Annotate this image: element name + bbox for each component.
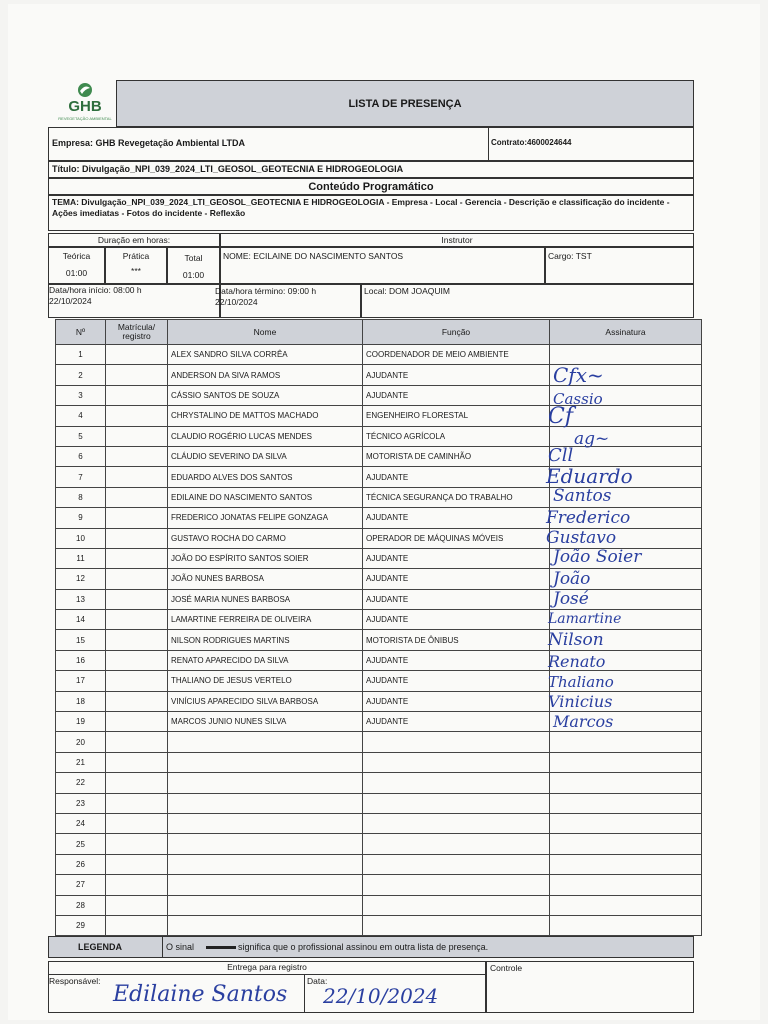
programa-heading: Conteúdo Programático	[48, 178, 694, 195]
table-row	[56, 875, 702, 895]
table-row	[56, 365, 702, 385]
row-num: 11	[56, 548, 106, 568]
row-assinatura	[550, 895, 702, 915]
row-funcao: TÉCNICA SEGURANÇA DO TRABALHO	[363, 487, 550, 507]
row-matricula	[106, 773, 168, 793]
empresa-text: Empresa: GHB Revegetação Ambiental LTDA	[52, 138, 246, 148]
row-funcao: AJUDANTE	[363, 610, 550, 630]
row-nome: GUSTAVO ROCHA DO CARMO	[168, 528, 363, 548]
row-funcao: AJUDANTE	[363, 467, 550, 487]
row-funcao: AJUDANTE	[363, 671, 550, 691]
signature-7: Eduardo	[546, 464, 633, 488]
data-value: 22/10/2024	[323, 984, 439, 1008]
signature-14: Lamartine	[548, 611, 622, 627]
row-nome: THALIANO DE JESUS VERTELO	[168, 671, 363, 691]
row-matricula	[106, 834, 168, 854]
row-matricula	[106, 854, 168, 874]
row-num: 7	[56, 467, 106, 487]
row-matricula	[106, 712, 168, 732]
col-assinatura: Assinatura	[550, 320, 702, 345]
table-row	[56, 589, 702, 609]
row-assinatura	[550, 793, 702, 813]
row-nome: CLAUDIO ROGÉRIO LUCAS MENDES	[168, 426, 363, 446]
row-num: 15	[56, 630, 106, 650]
row-funcao: MOTORISTA DE ÔNIBUS	[363, 630, 550, 650]
row-funcao: TÉCNICO AGRÍCOLA	[363, 426, 550, 446]
row-nome: LAMARTINE FERREIRA DE OLIVEIRA	[168, 610, 363, 630]
row-num: 21	[56, 752, 106, 772]
attendance-sheet	[8, 4, 760, 1020]
row-nome	[168, 752, 363, 772]
row-num: 4	[56, 406, 106, 426]
logo	[48, 80, 122, 128]
responsavel-label: Responsável:	[49, 976, 101, 986]
ghb-leaf-icon	[75, 82, 95, 98]
row-matricula	[106, 365, 168, 385]
signature-10: Gustavo	[546, 528, 617, 548]
signature-4: Cf	[548, 404, 573, 429]
row-nome: JOÃO NUNES BARBOSA	[168, 569, 363, 589]
row-matricula	[106, 487, 168, 507]
row-nome: VINÍCIUS APARECIDO SILVA BARBOSA	[168, 691, 363, 711]
row-funcao: AJUDANTE	[363, 548, 550, 568]
table-row	[56, 385, 702, 405]
row-nome: CLÁUDIO SEVERINO DA SILVA	[168, 446, 363, 466]
signature-5: ag~	[574, 429, 610, 449]
table-row	[56, 854, 702, 874]
pratica-label: Prática	[122, 251, 150, 261]
row-funcao	[363, 752, 550, 772]
row-nome	[168, 732, 363, 752]
row-nome: NILSON RODRIGUES MARTINS	[168, 630, 363, 650]
row-nome	[168, 793, 363, 813]
row-nome: JOSÉ MARIA NUNES BARBOSA	[168, 589, 363, 609]
row-nome: JOÃO DO ESPÍRITO SANTOS SOIER	[168, 548, 363, 568]
row-assinatura	[550, 426, 702, 446]
row-assinatura	[550, 773, 702, 793]
row-funcao	[363, 895, 550, 915]
row-matricula	[106, 548, 168, 568]
table-row	[56, 752, 702, 772]
col-matricula: Matrícula/ registro	[106, 320, 168, 345]
row-matricula	[106, 732, 168, 752]
row-num: 16	[56, 650, 106, 670]
cargo-text: Cargo: TST	[548, 251, 592, 261]
row-matricula	[106, 630, 168, 650]
row-funcao: AJUDANTE	[363, 650, 550, 670]
signature-6: Cll	[548, 445, 574, 466]
row-num: 9	[56, 508, 106, 528]
termino-text: Data/hora término: 09:00 h	[215, 286, 317, 296]
total-label: Total	[184, 253, 203, 263]
instrutor-heading: Instrutor	[441, 235, 473, 245]
row-funcao	[363, 915, 550, 935]
row-matricula	[106, 589, 168, 609]
row-nome	[168, 834, 363, 854]
row-funcao	[363, 793, 550, 813]
col-funcao: Função	[363, 320, 550, 345]
row-assinatura	[550, 854, 702, 874]
row-nome: MARCOS JUNIO NUNES SILVA	[168, 712, 363, 732]
row-num: 19	[56, 712, 106, 732]
row-nome	[168, 915, 363, 935]
responsavel-signature: Edilaine Santos	[113, 982, 288, 1007]
row-funcao: AJUDANTE	[363, 691, 550, 711]
row-matricula	[106, 875, 168, 895]
row-nome: EDUARDO ALVES DOS SANTOS	[168, 467, 363, 487]
row-funcao	[363, 854, 550, 874]
row-nome	[168, 875, 363, 895]
row-funcao: AJUDANTE	[363, 508, 550, 528]
row-matricula	[106, 895, 168, 915]
signature-19: Marcos	[553, 712, 614, 731]
row-funcao: COORDENADOR DE MEIO AMBIENTE	[363, 345, 550, 365]
row-num: 17	[56, 671, 106, 691]
row-nome: RENATO APARECIDO DA SILVA	[168, 650, 363, 670]
row-num: 6	[56, 446, 106, 466]
logo-subtext: REVEGETAÇÃO AMBIENTAL	[58, 116, 112, 121]
table-row	[56, 813, 702, 833]
signature-12: João	[553, 569, 591, 589]
row-matricula	[106, 508, 168, 528]
row-assinatura	[550, 813, 702, 833]
table-row	[56, 345, 702, 365]
table-row	[56, 895, 702, 915]
row-num: 20	[56, 732, 106, 752]
table-row	[56, 773, 702, 793]
row-num: 10	[56, 528, 106, 548]
signature-15: Nilson	[548, 630, 604, 650]
signature-17: Thaliano	[548, 673, 614, 691]
row-nome: FREDERICO JONATAS FELIPE GONZAGA	[168, 508, 363, 528]
row-num: 23	[56, 793, 106, 813]
row-num: 18	[56, 691, 106, 711]
row-num: 12	[56, 569, 106, 589]
row-num: 14	[56, 610, 106, 630]
row-funcao: MOTORISTA DE CAMINHÃO	[363, 446, 550, 466]
row-nome: CHRYSTALINO DE MATTOS MACHADO	[168, 406, 363, 426]
row-funcao	[363, 773, 550, 793]
signature-11: João Soier	[553, 547, 642, 567]
row-funcao: AJUDANTE	[363, 712, 550, 732]
row-funcao: ENGENHEIRO FLORESTAL	[363, 406, 550, 426]
row-matricula	[106, 650, 168, 670]
legenda-text-after: significa que o profissional assinou em outra lista de presença.	[238, 942, 489, 952]
total-value: 01:00	[182, 270, 205, 280]
row-matricula	[106, 813, 168, 833]
row-matricula	[106, 691, 168, 711]
page-title: LISTA DE PRESENÇA	[116, 80, 694, 127]
row-matricula	[106, 426, 168, 446]
row-matricula	[106, 385, 168, 405]
row-funcao: AJUDANTE	[363, 365, 550, 385]
row-funcao	[363, 834, 550, 854]
row-matricula	[106, 610, 168, 630]
data-divider	[304, 974, 305, 1013]
row-matricula	[106, 752, 168, 772]
row-assinatura	[550, 752, 702, 772]
row-matricula	[106, 915, 168, 935]
controle-label: Controle	[490, 963, 523, 973]
titulo-text: Título: Divulgação_NPI_039_2024_LTI_GEOSOL_GEOTECNIA E HIDROGEOLOGIA	[52, 164, 404, 174]
row-nome	[168, 895, 363, 915]
row-num: 27	[56, 875, 106, 895]
row-num: 25	[56, 834, 106, 854]
row-num: 1	[56, 345, 106, 365]
row-nome	[168, 813, 363, 833]
row-nome: ALEX SANDRO SILVA CORRÊA	[168, 345, 363, 365]
row-matricula	[106, 345, 168, 365]
legenda-label: LEGENDA	[78, 942, 123, 952]
data-label: Data:	[307, 976, 328, 986]
row-matricula	[106, 446, 168, 466]
row-funcao: OPERADOR DE MÁQUINAS MÓVEIS	[363, 528, 550, 548]
duracao-heading: Duração em horas:	[97, 235, 171, 245]
inicio-text: Data/hora início: 08:00 h	[49, 285, 142, 295]
table-row	[56, 630, 702, 650]
table-row	[56, 834, 702, 854]
row-nome: ANDERSON DA SIVA RAMOS	[168, 365, 363, 385]
local-text: Local: DOM JOAQUIM	[364, 286, 450, 296]
row-num: 26	[56, 854, 106, 874]
legenda-divider	[162, 936, 163, 958]
signature-18: Vinicius	[548, 692, 613, 711]
entrega-label: Entrega para registro	[227, 962, 307, 972]
row-num: 5	[56, 426, 106, 446]
signature-8: Santos	[553, 486, 612, 506]
signature-13: José	[553, 589, 589, 609]
row-assinatura	[550, 915, 702, 935]
col-nome: Nome	[168, 320, 363, 345]
row-matricula	[106, 793, 168, 813]
row-funcao: AJUDANTE	[363, 589, 550, 609]
table-row	[56, 406, 702, 426]
legenda-text-before: O sinal	[166, 942, 195, 952]
row-funcao	[363, 732, 550, 752]
row-funcao	[363, 875, 550, 895]
row-funcao: AJUDANTE	[363, 385, 550, 405]
row-num: 13	[56, 589, 106, 609]
row-nome: CÁSSIO SANTOS DE SOUZA	[168, 385, 363, 405]
table-header-row	[56, 320, 702, 345]
row-matricula	[106, 671, 168, 691]
row-assinatura	[550, 834, 702, 854]
attendance-table	[55, 319, 702, 936]
legenda-dash-icon	[206, 946, 236, 949]
row-assinatura	[550, 732, 702, 752]
inicio-data: 22/10/2024	[49, 296, 92, 306]
row-assinatura	[550, 345, 702, 365]
row-funcao	[363, 813, 550, 833]
table-row	[56, 793, 702, 813]
table-row	[56, 732, 702, 752]
signature-9: Frederico	[546, 508, 631, 528]
tema-text: TEMA: Divulgação_NPI_039_2024_LTI_GEOSOL_GEOTECNIA E HIDROGEOLOGIA - Empresa - Local - Gerencia - Descrição e classificação do incidente - Ações imediatas - Fotos do incidente - Reflexão	[52, 197, 670, 218]
table-row	[56, 569, 702, 589]
teorica-label: Teórica	[62, 251, 91, 261]
table-row	[56, 915, 702, 935]
entrega-line	[48, 974, 486, 975]
row-matricula	[106, 406, 168, 426]
signature-3: Cassio	[553, 390, 603, 408]
row-assinatura	[550, 875, 702, 895]
row-nome: EDILAINE DO NASCIMENTO SANTOS	[168, 487, 363, 507]
row-funcao: AJUDANTE	[363, 569, 550, 589]
row-num: 2	[56, 365, 106, 385]
row-num: 22	[56, 773, 106, 793]
pratica-value: ***	[131, 266, 141, 276]
signature-2: Cfx~	[553, 363, 604, 387]
row-nome	[168, 854, 363, 874]
col-num: Nº	[56, 320, 106, 345]
teorica-value: 01:00	[65, 268, 88, 278]
contrato-text: Contrato:4600024644	[491, 138, 572, 147]
row-matricula	[106, 569, 168, 589]
row-num: 3	[56, 385, 106, 405]
termino-data: 22/10/2024	[215, 297, 258, 307]
logo-text: GHB	[68, 98, 102, 115]
row-nome	[168, 773, 363, 793]
row-num: 29	[56, 915, 106, 935]
row-num: 8	[56, 487, 106, 507]
row-num: 28	[56, 895, 106, 915]
instrutor-nome: NOME: ECILAINE DO NASCIMENTO SANTOS	[223, 251, 404, 261]
signature-16: Renato	[548, 652, 606, 671]
row-num: 24	[56, 813, 106, 833]
row-matricula	[106, 528, 168, 548]
row-matricula	[106, 467, 168, 487]
